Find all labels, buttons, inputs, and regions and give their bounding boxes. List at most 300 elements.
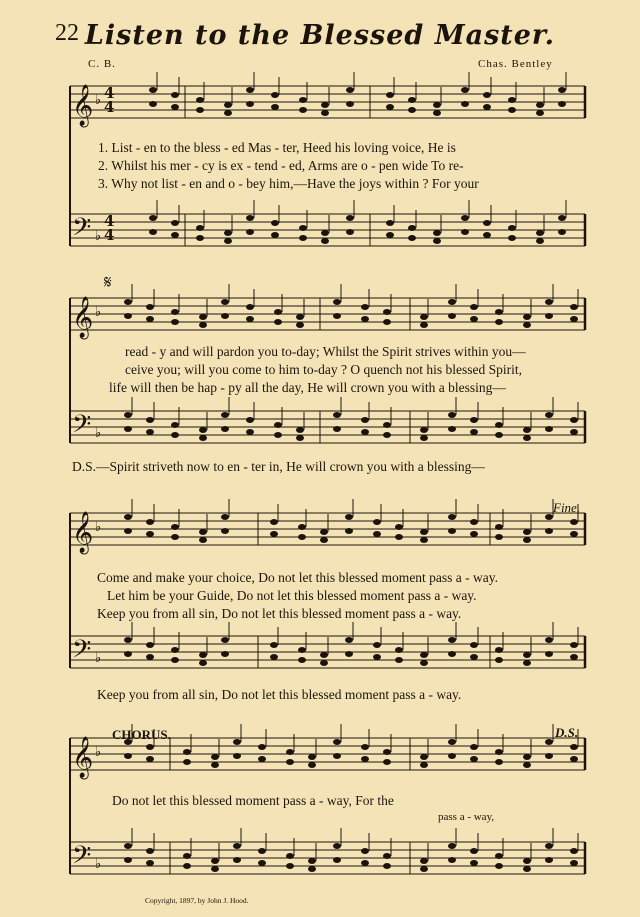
note-head <box>386 232 394 238</box>
note-head <box>298 524 306 530</box>
note-head <box>420 754 428 760</box>
note-head <box>495 422 503 428</box>
note-head <box>420 866 428 872</box>
note-head <box>296 435 304 441</box>
note-head <box>361 304 369 310</box>
note-head <box>149 87 157 93</box>
note-head <box>246 229 254 235</box>
note-head <box>271 92 279 98</box>
note-head <box>149 101 157 107</box>
note-head <box>386 104 394 110</box>
copyright-notice: Copyright, 1897, by John J. Hood. <box>145 896 249 905</box>
verse3-line: 3. Why not list - en and o - bey him,—Have the joys within ? For your <box>98 176 479 191</box>
note-head <box>333 426 341 432</box>
note-head <box>483 220 491 226</box>
note-head <box>146 429 154 435</box>
note-head <box>221 313 229 319</box>
note-head <box>420 652 428 658</box>
note-head <box>258 744 266 750</box>
note-head <box>199 529 207 535</box>
note-head <box>270 519 278 525</box>
note-head <box>333 843 341 849</box>
note-head <box>523 866 531 872</box>
note-head <box>448 739 456 745</box>
note-head <box>448 299 456 305</box>
note-head <box>433 102 441 108</box>
note-head <box>333 857 341 863</box>
note-head <box>461 87 469 93</box>
note-head <box>274 319 282 325</box>
note-head <box>383 422 391 428</box>
note-head <box>523 660 531 666</box>
note-head <box>448 637 456 643</box>
note-head <box>383 309 391 315</box>
note-head <box>246 316 254 322</box>
chorus-label: CHORUS. <box>112 727 171 742</box>
note-head <box>361 417 369 423</box>
note-head <box>299 235 307 241</box>
note-head <box>149 229 157 235</box>
note-head <box>361 848 369 854</box>
note-head <box>346 215 354 221</box>
note-head <box>258 756 266 762</box>
note-head <box>124 637 132 643</box>
note-head <box>545 426 553 432</box>
note-head <box>570 429 578 435</box>
note-head <box>246 429 254 435</box>
note-head <box>495 319 503 325</box>
note-head <box>523 435 531 441</box>
note-head <box>321 102 329 108</box>
note-head <box>420 314 428 320</box>
note-head <box>545 412 553 418</box>
note-head <box>470 654 478 660</box>
note-head <box>233 843 241 849</box>
note-head <box>448 426 456 432</box>
note-head <box>321 110 329 116</box>
note-head <box>146 531 154 537</box>
note-head <box>545 299 553 305</box>
note-head <box>523 322 531 328</box>
note-head <box>299 225 307 231</box>
note-head <box>483 232 491 238</box>
note-head <box>271 220 279 226</box>
treble-clef-icon: 𝄞 <box>72 297 94 338</box>
note-head <box>536 238 544 244</box>
bass-clef-icon: 𝄢 <box>72 841 92 876</box>
note-head <box>470 756 478 762</box>
note-head <box>361 756 369 762</box>
note-head <box>523 754 531 760</box>
flat-icon: ♭ <box>95 857 102 872</box>
note-head <box>470 744 478 750</box>
note-head <box>171 232 179 238</box>
note-head <box>448 651 456 657</box>
verse3-line: life will then be hap - py all the day, He will crown you with a blessing— <box>109 380 506 395</box>
note-head <box>383 319 391 325</box>
note-head <box>211 754 219 760</box>
bass-time-signature: 4 4 <box>104 212 115 244</box>
verse1-line: read - y and will pardon you to-day; Whilst the Spirit strives within you— <box>125 344 526 359</box>
note-head <box>320 537 328 543</box>
note-head <box>146 304 154 310</box>
note-head <box>448 412 456 418</box>
note-head <box>386 92 394 98</box>
note-head <box>570 519 578 525</box>
note-head <box>345 528 353 534</box>
note-head <box>233 857 241 863</box>
note-head <box>495 534 503 540</box>
note-head <box>183 863 191 869</box>
note-head <box>545 843 553 849</box>
note-head <box>171 319 179 325</box>
note-head <box>221 426 229 432</box>
note-head <box>320 652 328 658</box>
note-head <box>183 759 191 765</box>
note-head <box>361 429 369 435</box>
note-head <box>495 853 503 859</box>
note-head <box>345 637 353 643</box>
note-head <box>570 654 578 660</box>
note-head <box>558 101 566 107</box>
note-head <box>383 759 391 765</box>
chorus-line: Do not let this blessed moment pass a - way, For the <box>112 793 394 808</box>
note-head <box>171 647 179 653</box>
note-head <box>420 762 428 768</box>
treble-clef-icon: 𝄞 <box>72 737 94 778</box>
note-head <box>274 432 282 438</box>
note-head <box>545 651 553 657</box>
note-head <box>508 97 516 103</box>
note-head <box>420 537 428 543</box>
note-head <box>296 427 304 433</box>
note-head <box>448 528 456 534</box>
note-head <box>196 107 204 113</box>
note-head <box>570 756 578 762</box>
note-head <box>171 422 179 428</box>
note-head <box>199 660 207 666</box>
note-head <box>523 537 531 543</box>
note-head <box>271 104 279 110</box>
note-head <box>298 534 306 540</box>
note-head <box>321 238 329 244</box>
note-head <box>448 843 456 849</box>
note-head <box>199 537 207 543</box>
note-head <box>171 92 179 98</box>
note-head <box>221 412 229 418</box>
note-head <box>146 848 154 854</box>
page-number: 22 <box>55 20 79 46</box>
note-head <box>224 230 232 236</box>
flat-icon: ♭ <box>95 651 102 666</box>
note-head <box>298 657 306 663</box>
bass-clef-icon: 𝄢 <box>72 635 92 670</box>
flat-icon: ♭ <box>95 93 102 108</box>
note-head <box>395 647 403 653</box>
note-head <box>448 857 456 863</box>
flat-icon: ♭ <box>95 229 102 244</box>
note-head <box>495 524 503 530</box>
note-head <box>570 848 578 854</box>
note-head <box>373 531 381 537</box>
note-head <box>483 92 491 98</box>
note-head <box>523 652 531 658</box>
note-head <box>333 739 341 745</box>
flat-icon: ♭ <box>95 305 102 320</box>
note-head <box>296 322 304 328</box>
note-head <box>373 642 381 648</box>
note-head <box>199 314 207 320</box>
note-head <box>149 215 157 221</box>
note-head <box>124 299 132 305</box>
note-head <box>383 863 391 869</box>
note-head <box>124 753 132 759</box>
note-head <box>171 657 179 663</box>
note-head <box>124 313 132 319</box>
note-head <box>420 427 428 433</box>
note-head <box>258 860 266 866</box>
note-head <box>523 762 531 768</box>
note-head <box>420 529 428 535</box>
note-head <box>270 642 278 648</box>
note-head <box>271 232 279 238</box>
fine-marker: Fine. <box>553 500 581 515</box>
note-head <box>224 102 232 108</box>
note-head <box>221 651 229 657</box>
note-head <box>470 519 478 525</box>
flat-icon: ♭ <box>95 426 102 441</box>
treble-clef-icon: 𝄞 <box>72 85 94 126</box>
note-head <box>246 417 254 423</box>
chorus-echo-line: pass a - way, <box>438 811 495 823</box>
note-head <box>495 309 503 315</box>
note-head <box>333 299 341 305</box>
note-head <box>470 642 478 648</box>
note-head <box>495 432 503 438</box>
note-head <box>308 754 316 760</box>
note-head <box>171 220 179 226</box>
note-head <box>386 220 394 226</box>
note-head <box>508 225 516 231</box>
note-head <box>124 651 132 657</box>
note-head <box>199 652 207 658</box>
note-head <box>545 313 553 319</box>
note-head <box>536 102 544 108</box>
treble-time-signature: 4 4 <box>104 84 115 116</box>
note-head <box>408 107 416 113</box>
note-head <box>420 858 428 864</box>
note-head <box>345 514 353 520</box>
note-head <box>508 235 516 241</box>
bass-clef-icon: 𝄢 <box>72 213 92 248</box>
verse2-line: ceive you; will you come to him to-day ? O quench not his blessed Spirit, <box>125 362 523 377</box>
note-head <box>558 215 566 221</box>
note-head <box>221 299 229 305</box>
note-head <box>171 104 179 110</box>
note-head <box>196 235 204 241</box>
note-head <box>221 528 229 534</box>
note-head <box>470 304 478 310</box>
note-head <box>146 860 154 866</box>
note-head <box>470 417 478 423</box>
bass-clef-icon: 𝄢 <box>72 410 92 445</box>
note-head <box>408 225 416 231</box>
verse1-line: Come and make your choice, Do not let this blessed moment pass a - way. <box>97 570 499 585</box>
note-head <box>211 858 219 864</box>
note-head <box>461 229 469 235</box>
note-head <box>495 863 503 869</box>
note-head <box>420 322 428 328</box>
verse1-line: 1. List - en to the bless - ed Mas - ter, Heed his loving voice, He is <box>98 140 456 155</box>
note-head <box>211 762 219 768</box>
note-head <box>146 744 154 750</box>
note-head <box>558 87 566 93</box>
note-head <box>570 531 578 537</box>
note-head <box>146 417 154 423</box>
note-head <box>523 314 531 320</box>
note-head <box>536 110 544 116</box>
note-head <box>146 316 154 322</box>
note-head <box>246 101 254 107</box>
note-head <box>345 651 353 657</box>
note-head <box>373 519 381 525</box>
note-head <box>461 215 469 221</box>
note-head <box>495 647 503 653</box>
note-head <box>508 107 516 113</box>
note-head <box>171 432 179 438</box>
note-head <box>233 739 241 745</box>
note-head <box>523 858 531 864</box>
note-head <box>570 417 578 423</box>
note-head <box>395 534 403 540</box>
note-head <box>383 853 391 859</box>
note-head <box>286 749 294 755</box>
note-head <box>270 531 278 537</box>
note-head <box>258 848 266 854</box>
flat-icon: ♭ <box>95 745 102 760</box>
note-head <box>495 657 503 663</box>
note-head <box>320 529 328 535</box>
note-head <box>373 654 381 660</box>
note-head <box>420 660 428 666</box>
note-head <box>299 107 307 113</box>
note-head <box>470 316 478 322</box>
verse2-line: 2. Whilst his mer - cy is ex - tend - ed, Arms are o - pen wide To re- <box>98 158 464 173</box>
note-head <box>124 528 132 534</box>
note-head <box>383 749 391 755</box>
note-head <box>270 654 278 660</box>
note-head <box>146 642 154 648</box>
note-head <box>286 853 294 859</box>
note-head <box>395 657 403 663</box>
note-head <box>448 753 456 759</box>
note-head <box>171 524 179 530</box>
note-head <box>470 531 478 537</box>
note-head <box>470 429 478 435</box>
note-head <box>470 860 478 866</box>
note-head <box>124 514 132 520</box>
note-head <box>199 435 207 441</box>
hymn-title: Listen to the Blessed Master. <box>84 20 556 51</box>
note-head <box>308 762 316 768</box>
note-head <box>545 514 553 520</box>
note-head <box>383 432 391 438</box>
note-head <box>545 739 553 745</box>
note-head <box>395 524 403 530</box>
note-head <box>433 230 441 236</box>
note-head <box>124 843 132 849</box>
note-head <box>570 860 578 866</box>
note-head <box>308 866 316 872</box>
note-head <box>246 304 254 310</box>
note-head <box>146 756 154 762</box>
note-head <box>224 110 232 116</box>
bass-lyric-line: Keep you from all sin, Do not let this blessed moment pass a - way. <box>97 687 462 702</box>
note-head <box>171 534 179 540</box>
composer-credit: Chas. Bentley <box>478 58 553 70</box>
note-head <box>286 759 294 765</box>
note-head <box>420 435 428 441</box>
note-head <box>448 514 456 520</box>
note-head <box>545 753 553 759</box>
ds-lyric-line: D.S.—Spirit striveth now to en - ter in, He will crown you with a blessing— <box>72 459 485 474</box>
note-head <box>448 313 456 319</box>
verse3-line: Keep you from all sin, Do not let this blessed moment pass a - way. <box>97 606 462 621</box>
note-head <box>296 314 304 320</box>
note-head <box>433 110 441 116</box>
note-head <box>196 97 204 103</box>
note-head <box>221 514 229 520</box>
note-head <box>333 753 341 759</box>
note-head <box>298 647 306 653</box>
note-head <box>408 235 416 241</box>
lyricist-credit: C. B. <box>88 58 116 70</box>
note-head <box>570 744 578 750</box>
note-head <box>346 101 354 107</box>
note-head <box>470 848 478 854</box>
note-head <box>171 309 179 315</box>
note-head <box>286 863 294 869</box>
note-head <box>274 422 282 428</box>
note-head <box>196 225 204 231</box>
note-head <box>545 637 553 643</box>
note-head <box>199 427 207 433</box>
note-head <box>233 753 241 759</box>
note-head <box>408 97 416 103</box>
note-head <box>570 316 578 322</box>
verse2-line: Let him be your Guide, Do not let this blessed moment pass a - way. <box>107 588 477 603</box>
note-head <box>523 529 531 535</box>
note-head <box>183 749 191 755</box>
flat-icon: ♭ <box>95 520 102 535</box>
note-head <box>483 104 491 110</box>
note-head <box>321 230 329 236</box>
note-head <box>545 857 553 863</box>
note-head <box>570 642 578 648</box>
note-head <box>495 749 503 755</box>
note-head <box>558 229 566 235</box>
note-head <box>124 412 132 418</box>
note-head <box>124 857 132 863</box>
ds-marker: D.S. <box>555 725 579 740</box>
note-head <box>246 87 254 93</box>
note-head <box>211 866 219 872</box>
note-head <box>246 215 254 221</box>
note-head <box>146 654 154 660</box>
note-head <box>570 304 578 310</box>
note-head <box>523 427 531 433</box>
note-head <box>146 519 154 525</box>
